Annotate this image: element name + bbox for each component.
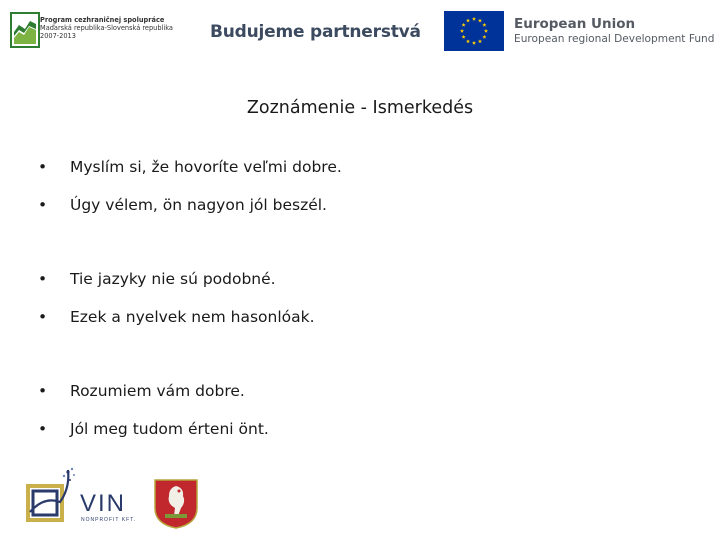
bullet-item (38, 270, 276, 288)
map-outline-icon (10, 12, 40, 48)
bullet-marker: • (38, 270, 48, 288)
bullet-text: Rozumiem vám dobre. (70, 382, 245, 400)
vin-logo-icon (24, 466, 146, 526)
program-logo-line: 2007-2013 (40, 32, 76, 40)
slide-title: Zoznámenie - Ismerkedés (246, 98, 474, 118)
bullet-marker: • (38, 382, 48, 400)
bullet-marker: • (38, 158, 48, 176)
bullet-marker: • (38, 196, 48, 214)
bullet-text: Úgy vélem, ön nagyon jól beszél. (70, 196, 327, 214)
bullet-marker: • (38, 308, 48, 326)
program-logo-line: Program cezhraničnej spolupráce (40, 16, 165, 24)
eu-subtitle: European regional Development Fund (514, 33, 715, 45)
bullet-text: Ezek a nyelvek nem hasonlóak. (70, 308, 315, 326)
vin-tagline: NONPROFIT KFT. (81, 517, 137, 523)
bullet-text: Jól meg tudom érteni önt. (70, 420, 269, 438)
bullet-text: Myslím si, že hovoríte veľmi dobre. (70, 158, 342, 176)
eu-title: European Union (514, 16, 636, 32)
bullet-item (38, 382, 245, 400)
bullet-marker: • (38, 420, 48, 438)
bullet-text: Tie jazyky nie sú podobné. (70, 270, 276, 288)
program-logo-line: Maďarská republika-Slovenská republika (40, 24, 173, 32)
program-logo-text (40, 16, 173, 40)
program-logo (10, 12, 192, 52)
slogan: Budujeme partnerstvá (210, 22, 421, 42)
bullet-item (38, 158, 342, 176)
eu-flag-icon (444, 11, 504, 51)
bullet-item (38, 420, 269, 438)
eu-logo-text (514, 16, 714, 46)
vin-wordmark: VIN (80, 490, 127, 517)
bullet-item (38, 308, 315, 326)
bullet-item (38, 196, 327, 214)
municipal-crest-icon (153, 478, 199, 530)
header-bar (0, 0, 720, 60)
